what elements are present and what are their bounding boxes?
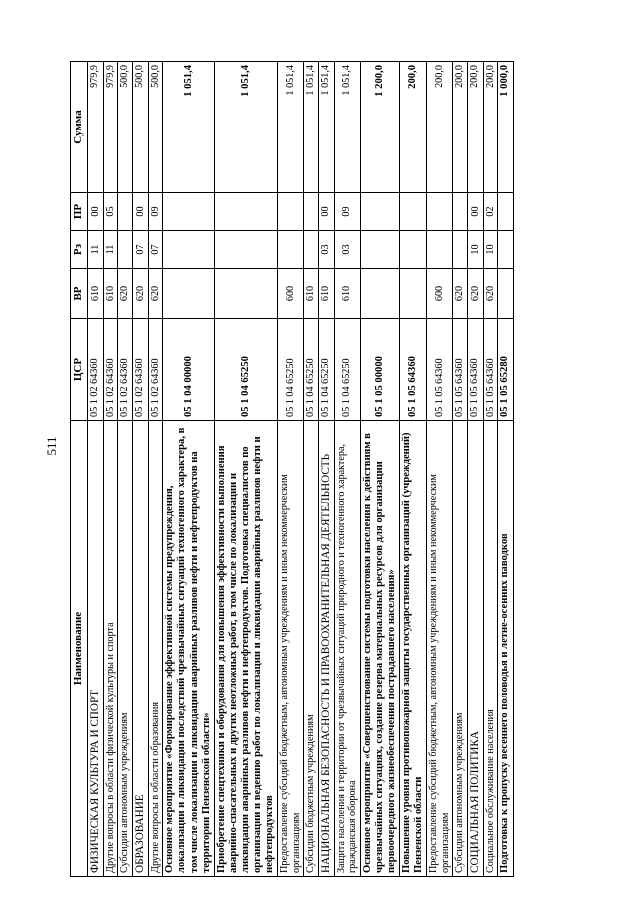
cell-sum: 979,9 xyxy=(103,62,118,193)
cell-sum: 1 051,4 xyxy=(318,62,334,193)
table-row xyxy=(453,62,468,877)
cell-rz: 07 xyxy=(133,231,149,269)
cell-rz: 10 xyxy=(483,231,498,269)
table-row xyxy=(277,62,303,877)
cell-rz xyxy=(453,231,468,269)
cell-csr: 05 1 02 64360 xyxy=(103,319,118,421)
cell-vr: 610 xyxy=(88,269,104,319)
cell-vr: 610 xyxy=(304,269,319,319)
cell-rz: 07 xyxy=(148,231,163,269)
cell-name: Повышение уровня противопожарной защиты государственных организаций (учреждений) Пензенской области xyxy=(400,421,427,877)
table-row xyxy=(163,62,214,877)
cell-csr: 05 1 04 65250 xyxy=(214,319,277,421)
cell-name: Другие вопросы в области образования xyxy=(148,421,163,877)
cell-vr: 620 xyxy=(133,269,149,319)
header-pr: ПР xyxy=(71,193,88,231)
cell-rz xyxy=(118,231,133,269)
cell-csr: 05 1 02 64360 xyxy=(118,319,133,421)
cell-rz xyxy=(360,231,399,269)
cell-vr: 620 xyxy=(483,269,498,319)
cell-vr: 610 xyxy=(318,269,334,319)
cell-csr: 05 1 02 64360 xyxy=(133,319,149,421)
cell-vr xyxy=(214,269,277,319)
table-row xyxy=(103,62,118,877)
cell-name: ОБРАЗОВАНИЕ xyxy=(133,421,149,877)
cell-csr: 05 1 05 65280 xyxy=(498,319,513,421)
cell-vr xyxy=(360,269,399,319)
table-row xyxy=(148,62,163,877)
cell-sum: 200,0 xyxy=(483,62,498,193)
cell-vr: 610 xyxy=(334,269,360,319)
cell-name: Субсидии бюджетным учреждениям xyxy=(304,421,319,877)
cell-csr: 05 1 02 64360 xyxy=(88,319,104,421)
cell-rz xyxy=(214,231,277,269)
cell-csr: 05 1 05 64360 xyxy=(427,319,453,421)
cell-pr xyxy=(304,193,319,231)
cell-name: Подготовка к пропуску весеннего половодья и летне-осенних паводков xyxy=(498,421,513,877)
table-row xyxy=(334,62,360,877)
cell-pr xyxy=(214,193,277,231)
cell-sum: 500,0 xyxy=(118,62,133,193)
cell-vr xyxy=(498,269,513,319)
header-rz: Рз xyxy=(71,231,88,269)
table-row xyxy=(400,62,427,877)
page-number: 511 xyxy=(44,436,59,456)
cell-rz xyxy=(277,231,303,269)
cell-sum: 1 051,4 xyxy=(214,62,277,193)
cell-csr: 05 1 04 65250 xyxy=(304,319,319,421)
cell-sum: 979,9 xyxy=(88,62,104,193)
table-row xyxy=(318,62,334,877)
cell-pr xyxy=(427,193,453,231)
cell-name: Защита населения и территории от чрезвычайных ситуаций природного и техногенного характера, гражданская оборона xyxy=(334,421,360,877)
cell-csr: 05 1 02 64360 xyxy=(148,319,163,421)
cell-pr: 02 xyxy=(483,193,498,231)
cell-pr: 05 xyxy=(103,193,118,231)
cell-vr: 620 xyxy=(468,269,484,319)
cell-pr: 00 xyxy=(133,193,149,231)
cell-rz xyxy=(304,231,319,269)
cell-vr: 610 xyxy=(103,269,118,319)
cell-name: Субсидии автономным учреждениям xyxy=(453,421,468,877)
cell-rz: 10 xyxy=(468,231,484,269)
cell-vr xyxy=(163,269,214,319)
cell-csr: 05 1 04 00000 xyxy=(163,319,214,421)
cell-rz xyxy=(498,231,513,269)
cell-sum: 200,0 xyxy=(400,62,427,193)
cell-sum: 200,0 xyxy=(453,62,468,193)
cell-pr: 09 xyxy=(334,193,360,231)
cell-sum: 200,0 xyxy=(468,62,484,193)
table-row xyxy=(468,62,484,877)
cell-rz xyxy=(427,231,453,269)
table-row xyxy=(118,62,133,877)
cell-name: Социальное обслуживание населения xyxy=(483,421,498,877)
cell-sum: 1 051,4 xyxy=(304,62,319,193)
header-vr: ВР xyxy=(71,269,88,319)
cell-sum: 1 051,4 xyxy=(163,62,214,193)
cell-pr xyxy=(360,193,399,231)
cell-name: Предоставление субсидий бюджетным, автономным учреждениям и иным некоммерческим организациям xyxy=(427,421,453,877)
budget-table-container xyxy=(70,62,572,877)
header-sum: Сумма xyxy=(71,62,88,193)
table-row xyxy=(427,62,453,877)
header-csr: ЦСР xyxy=(71,319,88,421)
table-row xyxy=(498,62,513,877)
cell-sum: 1 051,4 xyxy=(334,62,360,193)
cell-pr xyxy=(498,193,513,231)
cell-sum: 1 051,4 xyxy=(277,62,303,193)
cell-name: СОЦИАЛЬНАЯ ПОЛИТИКА xyxy=(468,421,484,877)
cell-pr xyxy=(400,193,427,231)
cell-name: Субсидии автономным учреждениям xyxy=(118,421,133,877)
cell-vr: 620 xyxy=(148,269,163,319)
cell-name: ФИЗИЧЕСКАЯ КУЛЬТУРА И СПОРТ xyxy=(88,421,104,877)
cell-name: Основное мероприятие «Совершенствование системы подготовки населения к действиям в чрезвычайных ситуациях, создание резерва материальных ресурсов для организации первоочередного жизнеобеспечения пострадавшего населения» xyxy=(360,421,399,877)
cell-name: Другие вопросы в области физической культуры и спорта xyxy=(103,421,118,877)
cell-vr: 600 xyxy=(427,269,453,319)
cell-csr: 05 1 04 65250 xyxy=(277,319,303,421)
cell-rz: 03 xyxy=(334,231,360,269)
cell-name: Основное мероприятие «Формирование эффективной системы предупреждения, локализации и ликвидации последствий чрезвычайных ситуаций техногенного характера, в том числе локализации и ликвидации аварийных разливов нефти и нефтепродуктов на территории Пензенской области» xyxy=(163,421,214,877)
cell-csr: 05 1 05 00000 xyxy=(360,319,399,421)
table-row xyxy=(214,62,277,877)
header-name: Наименование xyxy=(71,421,88,877)
cell-rz xyxy=(163,231,214,269)
table-row xyxy=(483,62,498,877)
cell-pr xyxy=(118,193,133,231)
cell-csr: 05 1 05 64360 xyxy=(468,319,484,421)
cell-vr: 620 xyxy=(118,269,133,319)
cell-sum: 1 000,0 xyxy=(498,62,513,193)
cell-sum: 500,0 xyxy=(148,62,163,193)
cell-rz: 03 xyxy=(318,231,334,269)
cell-rz: 11 xyxy=(88,231,104,269)
cell-pr: 00 xyxy=(468,193,484,231)
cell-csr: 05 1 04 65250 xyxy=(334,319,360,421)
table-row xyxy=(360,62,399,877)
cell-rz: 11 xyxy=(103,231,118,269)
cell-name: НАЦИОНАЛЬНАЯ БЕЗОПАСНОСТЬ И ПРАВООХРАНИТЕЛЬНАЯ ДЕЯТЕЛЬНОСТЬ xyxy=(318,421,334,877)
cell-rz xyxy=(400,231,427,269)
cell-sum: 200,0 xyxy=(427,62,453,193)
cell-pr: 00 xyxy=(88,193,104,231)
cell-csr: 05 1 04 65250 xyxy=(318,319,334,421)
cell-csr: 05 1 05 64360 xyxy=(453,319,468,421)
cell-vr: 620 xyxy=(453,269,468,319)
cell-vr: 600 xyxy=(277,269,303,319)
table-row xyxy=(88,62,104,877)
cell-sum: 1 200,0 xyxy=(360,62,399,193)
cell-pr: 09 xyxy=(148,193,163,231)
cell-pr xyxy=(163,193,214,231)
table-header-row xyxy=(71,62,88,877)
table-row xyxy=(133,62,149,877)
table-row xyxy=(304,62,319,877)
cell-name: Приобретение спецтехники и оборудования для повышения эффективности выполнения аварийно-спасательных и других неотложных работ, в том числе по локализации и ликвидации аварийных разливов нефти и нефтепродуктов. Подготовка специалистов по организации и ведению работ по локализации и ликвидации аварийных разливов нефти и нефтепродуктов xyxy=(214,421,277,877)
budget-table xyxy=(70,61,514,877)
cell-vr xyxy=(400,269,427,319)
cell-pr: 00 xyxy=(318,193,334,231)
cell-sum: 500,0 xyxy=(133,62,149,193)
cell-csr: 05 1 05 64360 xyxy=(400,319,427,421)
cell-name: Предоставление субсидий бюджетным, автономным учреждениям и иным некоммерческим организациям xyxy=(277,421,303,877)
cell-csr: 05 1 05 64360 xyxy=(483,319,498,421)
cell-pr xyxy=(277,193,303,231)
cell-pr xyxy=(453,193,468,231)
